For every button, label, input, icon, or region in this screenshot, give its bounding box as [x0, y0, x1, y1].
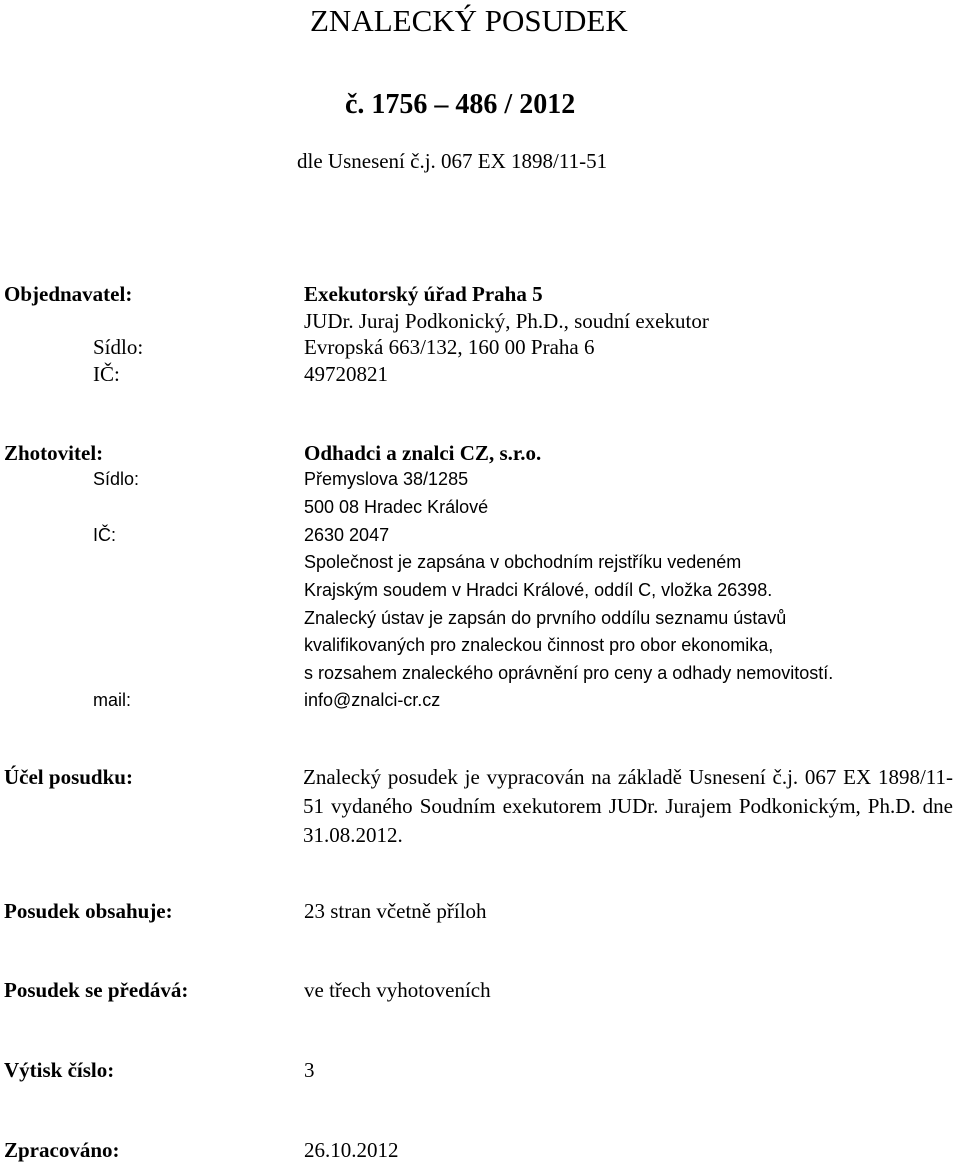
- client-id-label: IČ:: [93, 362, 120, 386]
- client-seat-label: Sídlo:: [93, 335, 144, 359]
- contractor-institute-line3: s rozsahem znaleckého oprávnění pro ceny a odhady nemovitostí.: [304, 663, 834, 683]
- processed-value: 26.10.2012: [304, 1138, 399, 1162]
- purpose-label: Účel posudku:: [4, 765, 133, 789]
- contractor-registration-line1: Společnost je zapsána v obchodním rejstříku vedeném: [304, 552, 742, 572]
- handover-label: Posudek se předává:: [4, 978, 189, 1002]
- contractor-id: 2630 2047: [304, 525, 390, 545]
- contractor-name: Odhadci a znalci CZ, s.r.o.: [304, 441, 542, 465]
- client-person: JUDr. Juraj Podkonický, Ph.D., soudní exekutor: [304, 309, 709, 333]
- contractor-seat-line1: Přemyslova 38/1285: [304, 469, 469, 489]
- contractor-seat-label: Sídlo:: [93, 469, 140, 489]
- copy-label: Výtisk číslo:: [4, 1058, 115, 1082]
- contractor-mail: info@znalci-cr.cz: [304, 690, 441, 710]
- contractor-id-label: IČ:: [93, 525, 117, 545]
- processed-label: Zpracováno:: [4, 1138, 120, 1162]
- purpose-text: Znalecký posudek je vypracován na základě Usnesení č.j. 067 EX 1898/11-51 vydaného Soudním exekutorem JUDr. Jurajem Podkonickým, Ph.D. dne 31.08.2012.: [303, 765, 953, 847]
- client-seat: Evropská 663/132, 160 00 Praha 6: [304, 335, 595, 359]
- document-number: č. 1756 – 486 / 2012: [345, 89, 576, 120]
- client-name: Exekutorský úřad Praha 5: [304, 282, 543, 306]
- contractor-institute-line1: Znalecký ústav je zapsán do prvního oddílu seznamu ústavů: [304, 608, 787, 628]
- client-id: 49720821: [304, 362, 388, 386]
- document-reference: dle Usnesení č.j. 067 EX 1898/11-51: [297, 149, 608, 173]
- document-title: ZNALECKÝ POSUDEK: [310, 3, 628, 38]
- contractor-registration-line2: Krajským soudem v Hradci Králové, oddíl C, vložka 26398.: [304, 580, 773, 600]
- contractor-institute-line2: kvalifikovaných pro znaleckou činnost pro obor ekonomika,: [304, 635, 774, 655]
- contractor-label: Zhotovitel:: [4, 441, 104, 465]
- copy-value: 3: [304, 1058, 315, 1082]
- contractor-mail-label: mail:: [93, 690, 132, 710]
- contents-label: Posudek obsahuje:: [4, 899, 173, 923]
- contractor-seat-line2: 500 08 Hradec Králové: [304, 497, 489, 517]
- client-label: Objednavatel:: [4, 282, 133, 306]
- contents-value: 23 stran včetně příloh: [304, 899, 487, 923]
- handover-value: ve třech vyhotoveních: [304, 978, 491, 1002]
